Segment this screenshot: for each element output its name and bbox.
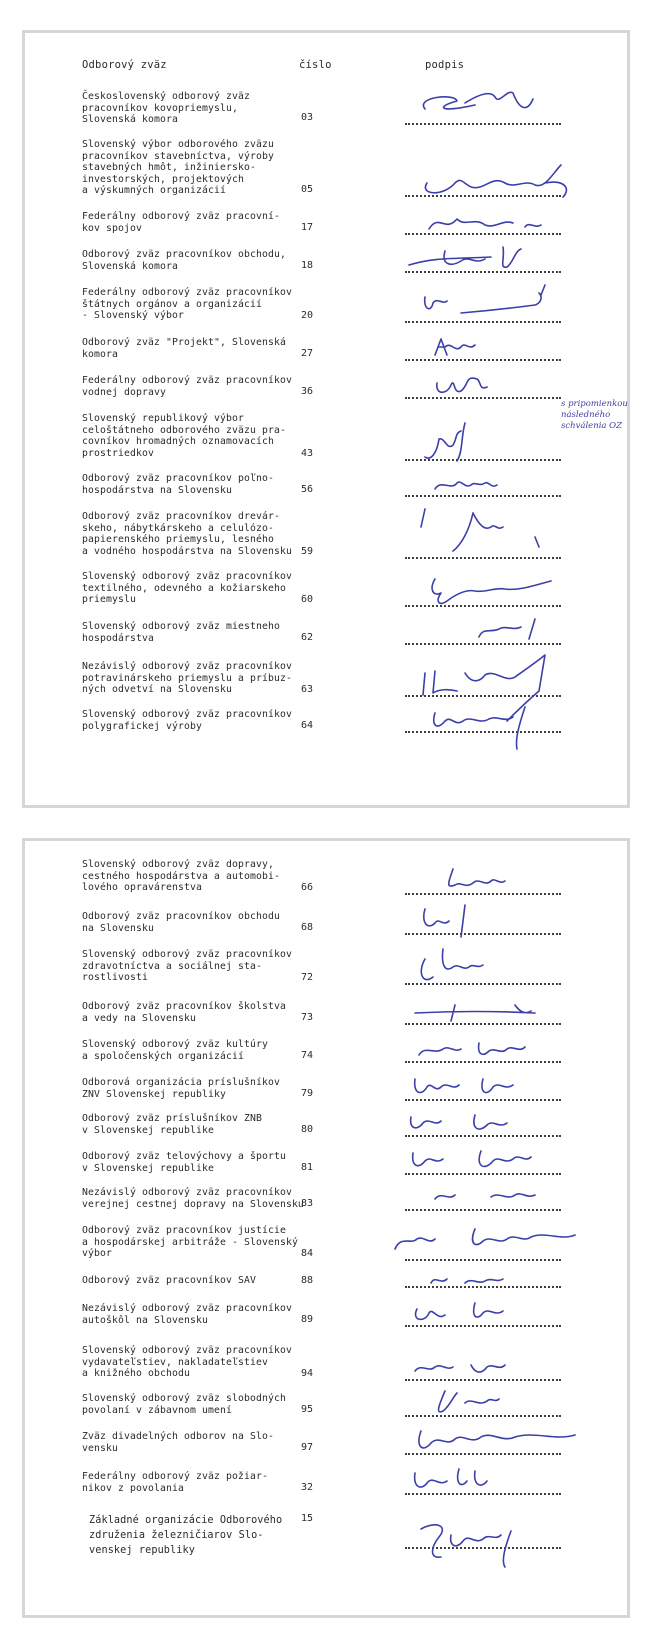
union-name: Odborový zväz pracovníkov justície a hospodárskej arbitráže - Slovenský výbor bbox=[82, 1225, 298, 1260]
union-number: 79 bbox=[301, 1088, 314, 1099]
handwritten-note: s pripomienkou následného schválenia OZ bbox=[561, 399, 628, 431]
union-number: 18 bbox=[301, 260, 314, 271]
signature bbox=[395, 1295, 595, 1329]
union-name: Slovenský odborový zväz dopravy, cestného hospodárstva a automobi- lového opravárenstva bbox=[82, 859, 280, 894]
union-name: Federálny odborový zväz pracovníkov vodnej dopravy bbox=[82, 375, 292, 398]
union-number: 32 bbox=[301, 1482, 314, 1493]
union-number: 43 bbox=[301, 448, 314, 459]
signature bbox=[395, 1181, 595, 1211]
union-number: 27 bbox=[301, 348, 314, 359]
signature bbox=[395, 331, 595, 363]
union-name: Slovenský odborový zväz pracovníkov textilného, odevného a kožiarskeho priemyslu bbox=[82, 571, 292, 606]
union-number: 56 bbox=[301, 484, 314, 495]
signature bbox=[395, 501, 595, 561]
signature bbox=[395, 1511, 595, 1571]
union-name: Nezávislý odborový zväz pracovníkov autoškôl na Slovensku bbox=[82, 1303, 292, 1326]
union-name: Federálny odborový zväz pracovníkov štátnych orgánov a organizácií - Slovenský výbor bbox=[82, 287, 292, 322]
signature bbox=[395, 1033, 595, 1065]
union-number: 88 bbox=[301, 1275, 314, 1286]
union-number: 72 bbox=[301, 972, 314, 983]
union-number: 97 bbox=[301, 1442, 314, 1453]
union-name: Slovenský republikový výbor celoštátneho odborového zväzu pra- covníkov hromadných oznamovacích prostriedkov bbox=[82, 413, 286, 459]
union-number: 36 bbox=[301, 386, 314, 397]
union-name: Základné organizácie Odborového združenia železničiarov Slo- venskej republiky bbox=[89, 1515, 283, 1556]
signature bbox=[395, 939, 595, 989]
union-name: Nezávislý odborový zväz pracovníkov verejnej cestnej dopravy na Slovensku bbox=[82, 1187, 304, 1210]
document-page-1 bbox=[22, 30, 630, 808]
signature bbox=[395, 153, 595, 203]
union-name: Odborový zväz telovýchovy a športu v Slovenskej republike bbox=[82, 1151, 286, 1174]
signature bbox=[395, 1221, 595, 1261]
union-number: 03 bbox=[301, 112, 314, 123]
signature bbox=[395, 1353, 595, 1383]
union-number: 05 bbox=[301, 184, 314, 195]
header-number: číslo bbox=[299, 59, 332, 71]
union-name: Československý odborový zväz pracovníkov kovopriemyslu, Slovenská komora bbox=[82, 91, 250, 126]
union-name: Odborová organizácia príslušníkov ZNV Slovenskej republiky bbox=[82, 1077, 280, 1100]
union-name: Slovenský odborový zväz pracovníkov polygrafickej výroby bbox=[82, 709, 292, 732]
signature bbox=[395, 699, 595, 753]
union-name: Odborový zväz pracovníkov drevár- skeho, nábytkárskeho a celulózo- papierenského priemyslu, lesného a vodného hospodárstva na Slovensku bbox=[82, 511, 292, 557]
header-signature: podpis bbox=[425, 59, 465, 71]
signature bbox=[395, 1141, 595, 1177]
union-number: 15 bbox=[301, 1513, 314, 1524]
signature bbox=[395, 207, 595, 241]
union-number: 89 bbox=[301, 1314, 314, 1325]
union-number: 83 bbox=[301, 1198, 314, 1209]
union-name: Federálny odborový zväz pracovní- kov spojov bbox=[82, 211, 280, 234]
union-name: Slovenský odborový zväz pracovníkov zdravotníctva a sociálnej sta- rostlivosti bbox=[82, 949, 292, 984]
union-number: 74 bbox=[301, 1050, 314, 1061]
union-number: 63 bbox=[301, 684, 314, 695]
union-name: Odborový zväz pracovníkov SAV bbox=[82, 1275, 256, 1286]
union-number: 68 bbox=[301, 922, 314, 933]
union-number: 20 bbox=[301, 310, 314, 321]
union-number: 66 bbox=[301, 882, 314, 893]
union-name: Odborový zväz pracovníkov obchodu na Slovensku bbox=[82, 911, 280, 934]
union-name: Odborový zväz pracovníkov školstva a vedy na Slovensku bbox=[82, 1001, 286, 1024]
signature bbox=[395, 567, 595, 611]
union-name: Slovenský odborový zväz kultúry a spoločenských organizácií bbox=[82, 1039, 268, 1062]
signature bbox=[395, 1381, 595, 1421]
union-name: Slovenský odborový zväz miestneho hospodárstva bbox=[82, 621, 280, 644]
union-name: Slovenský odborový zväz pracovníkov vydavateľstiev, nakladateľstiev a knižného obchodu bbox=[82, 1345, 292, 1380]
union-name: Federálny odborový zväz požiar- nikov z povolania bbox=[82, 1471, 268, 1494]
union-number: 84 bbox=[301, 1248, 314, 1259]
union-number: 73 bbox=[301, 1012, 314, 1023]
union-number: 62 bbox=[301, 632, 314, 643]
union-number: 80 bbox=[301, 1124, 314, 1135]
signature bbox=[395, 997, 595, 1027]
union-number: 59 bbox=[301, 546, 314, 557]
union-number: 81 bbox=[301, 1162, 314, 1173]
union-number: 60 bbox=[301, 594, 314, 605]
union-name: Slovenský výbor odborového zväzu pracovníkov stavebníctva, výroby stavebných hmôt, inžiniersko- investorských, projektových a výskumných organizácií bbox=[82, 139, 274, 197]
signature bbox=[395, 465, 595, 501]
signature bbox=[395, 1461, 595, 1501]
union-number: 17 bbox=[301, 222, 314, 233]
union-number: 64 bbox=[301, 720, 314, 731]
union-number: 95 bbox=[301, 1404, 314, 1415]
union-name: Odborový zväz "Projekt", Slovenská komora bbox=[82, 337, 286, 360]
union-name: Nezávislý odborový zväz pracovníkov potravinárskeho priemyslu a príbuz- ných odvetví na Slovensku bbox=[82, 661, 292, 696]
signature bbox=[395, 1417, 595, 1461]
signature bbox=[395, 365, 595, 403]
union-name: Odborový zväz príslušníkov ZNB v Slovenskej republike bbox=[82, 1113, 262, 1136]
document-page-2 bbox=[22, 838, 630, 1618]
union-name: Odborový zväz pracovníkov poľno- hospodárstva na Slovensku bbox=[82, 473, 274, 496]
header-union: Odborový zväz bbox=[82, 59, 167, 71]
union-name: Zväz divadelných odborov na Slo- vensku bbox=[82, 1431, 274, 1454]
signature bbox=[395, 901, 595, 941]
union-name: Slovenský odborový zväz slobodných povolaní v zábavnom umení bbox=[82, 1393, 286, 1416]
signature bbox=[395, 83, 595, 127]
signature bbox=[395, 283, 595, 323]
union-number: 94 bbox=[301, 1368, 314, 1379]
signature bbox=[395, 859, 595, 899]
signature bbox=[395, 241, 595, 279]
signature bbox=[395, 1105, 595, 1139]
union-name: Odborový zväz pracovníkov obchodu, Slovenská komora bbox=[82, 249, 286, 272]
signature bbox=[395, 1269, 595, 1291]
signature bbox=[395, 1069, 595, 1103]
